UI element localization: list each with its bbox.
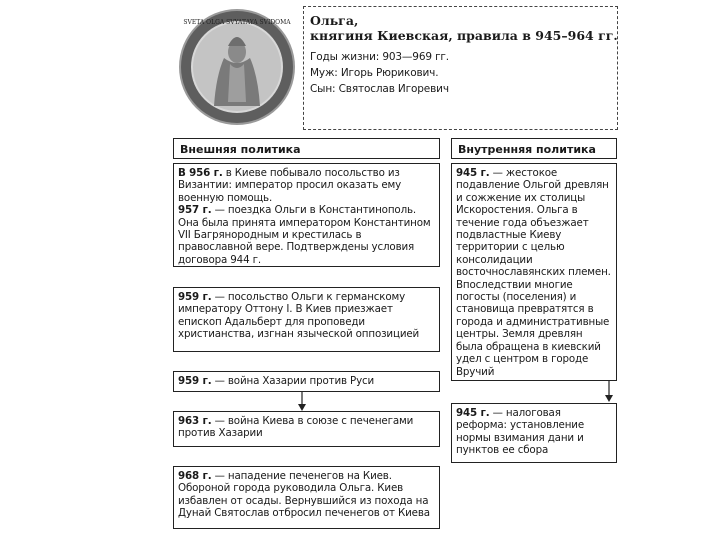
domestic-policy-header: Внутренняя политика (451, 138, 617, 159)
bio-box (303, 6, 618, 130)
event-text: — посольство Ольги к германскому императору Оттону I. В Киев приезжает епископ Адальберт для проповеди христианства, изгнан языческой оппозицией (178, 291, 420, 341)
arrow-down-icon (603, 381, 615, 403)
foreign-policy-header: Внешняя политика (173, 138, 440, 159)
event-year: В 956 г. (178, 167, 223, 179)
event-year: 963 г. (178, 415, 212, 427)
event-text: — налоговая реформа: установление нормы взимания дани и пунктов ее сбора (456, 407, 585, 457)
seal-text: SVETA OLGA SVYATAYA SVIDOMA (183, 19, 291, 26)
event-text: — война Киева в союзе с печенегами против Хазарии (178, 415, 414, 440)
bio-title-reign: княгиня Киевская, правила в 945–964 гг. (310, 28, 618, 43)
bio-son: Сын: Святослав Игоревич (310, 83, 449, 95)
event-text: в Киеве побывало посольство из Византии: император просил оказать ему военную помощь. (178, 167, 402, 204)
event-text: — нападение печенегов на Киев. Обороной города руководила Ольга. Киев избавлен от осады. Вернувшийся из похода на Дунай Святослав отбросил печенегов от Киева (178, 470, 430, 520)
event-year: 959 г. (178, 291, 212, 303)
event-year: 968 г. (178, 470, 212, 482)
event-year: 959 г. (178, 375, 212, 387)
arrow-down-icon (296, 392, 308, 412)
domestic-event-945-tax-reform (451, 403, 617, 463)
olga-portrait-medallion (176, 6, 298, 128)
bio-life: Годы жизни: 903—969 гг. (310, 51, 449, 63)
event-text: — поездка Ольги в Константинополь. Она была принята императором Константином VII Багрянородным и крестилась в православной вере. Подтверждены условия договора 944 г. (178, 204, 431, 266)
foreign-event-968 (173, 466, 440, 529)
event-text: — жестокое подавление Ольгой древлян и сожжение их столицы Искоростения. Ольга в течение года объезжает подвластные Киеву территории с целью консолидации восточнославянских племен. Впоследствии многие погосты (поселения) и становища превратятся в города и административные центры. Земля древлян была обращена в киевский удел с центром в городе Вручий (456, 167, 611, 378)
bio-husband: Муж: Игорь Рюрикович. (310, 67, 439, 79)
event-year: 945 г. (456, 407, 490, 419)
event-year: 957 г. (178, 204, 212, 217)
foreign-event-959-otto (173, 287, 440, 352)
bio-title-name: Ольга, (310, 13, 359, 28)
event-year: 945 г. (456, 167, 490, 179)
foreign-event-963 (173, 411, 440, 447)
domestic-event-945-drevlians (451, 163, 617, 381)
foreign-event-956-957 (173, 163, 440, 267)
event-text: — война Хазарии против Руси (214, 375, 375, 387)
foreign-event-959-khazaria (173, 371, 440, 392)
portrait-frame (176, 6, 298, 128)
